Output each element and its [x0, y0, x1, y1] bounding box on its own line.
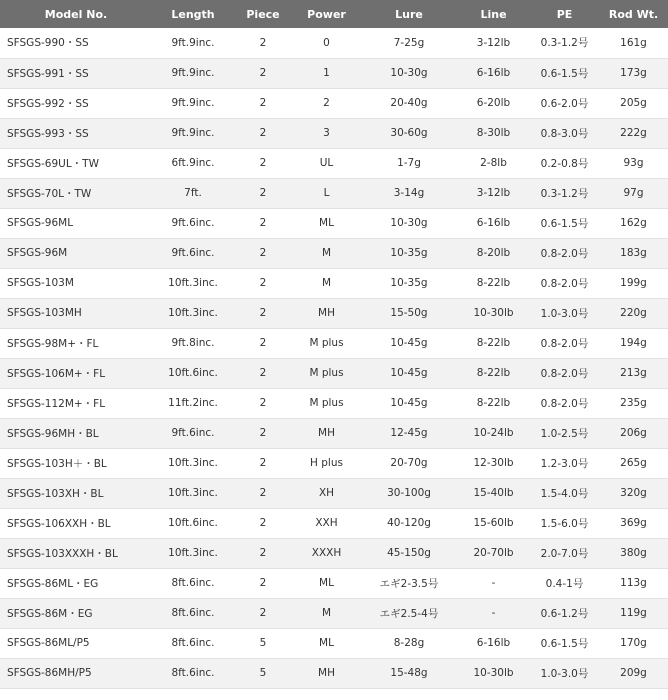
cell-line: 8-20lb	[476, 247, 511, 259]
cell-power: 2	[323, 97, 330, 109]
cell-pe: 1.0-3.0号	[540, 307, 589, 320]
table-row	[0, 628, 668, 658]
cell-line: 6-16lb	[476, 217, 511, 229]
cell-lure: 10-35g	[390, 277, 428, 289]
cell-length: 8ft.6inc.	[171, 637, 215, 649]
cell-length: 7ft.	[184, 187, 202, 199]
cell-pe: 0.8-2.0号	[540, 247, 589, 260]
cell-lure: 30-100g	[387, 487, 431, 499]
cell-model-no: SFSGS-96M	[7, 247, 68, 259]
cell-rod-weight: 173g	[620, 67, 647, 79]
cell-power: L	[323, 187, 330, 199]
cell-line: 6-16lb	[476, 67, 511, 79]
cell-power: M plus	[309, 397, 344, 409]
cell-lure: 15-48g	[390, 667, 428, 679]
cell-power: MH	[318, 307, 335, 319]
cell-piece: 5	[259, 637, 267, 649]
cell-length: 9ft.9inc.	[171, 67, 215, 79]
cell-model-no: SFSGS-70L・TW	[7, 187, 92, 200]
cell-pe: 0.2-0.8号	[540, 157, 589, 170]
cell-pe: 0.8-2.0号	[540, 397, 589, 410]
cell-piece: 2	[259, 517, 267, 529]
table-row	[0, 538, 668, 568]
cell-piece: 2	[259, 247, 267, 259]
cell-lure: 1-7g	[397, 157, 421, 169]
header-line: Line	[480, 7, 507, 21]
cell-length: 8ft.6inc.	[171, 607, 215, 619]
cell-lure: 20-40g	[390, 97, 428, 109]
cell-rod-weight: 113g	[620, 577, 647, 589]
cell-pe: 1.0-2.5号	[540, 427, 589, 440]
table-row	[0, 388, 668, 418]
cell-line: 8-22lb	[476, 367, 511, 379]
cell-pe: 0.8-3.0号	[540, 127, 589, 140]
cell-model-no: SFSGS-86MH/P5	[7, 667, 92, 679]
cell-line: -	[491, 607, 496, 619]
cell-lure: 30-60g	[390, 127, 428, 139]
cell-line: 15-40lb	[473, 487, 514, 499]
table-row	[0, 268, 668, 298]
cell-power: XH	[318, 487, 335, 499]
cell-pe: 0.6-1.5号	[540, 67, 589, 80]
cell-piece: 2	[259, 397, 267, 409]
table-row	[0, 448, 668, 478]
cell-lure: 40-120g	[387, 517, 431, 529]
cell-rod-weight: 222g	[620, 127, 647, 139]
cell-piece: 2	[259, 157, 267, 169]
cell-model-no: SFSGS-96ML	[7, 217, 74, 229]
cell-pe: 1.2-3.0号	[540, 457, 589, 470]
cell-power: M	[321, 607, 332, 619]
cell-piece: 2	[259, 337, 267, 349]
cell-length: 10ft.6inc.	[168, 517, 218, 529]
cell-length: 10ft.6inc.	[168, 367, 218, 379]
header-pe: PE	[556, 7, 573, 21]
cell-power: H plus	[310, 457, 343, 469]
cell-rod-weight: 369g	[620, 517, 647, 529]
cell-lure: 20-70g	[390, 457, 428, 469]
cell-piece: 2	[259, 577, 267, 589]
cell-rod-weight: 220g	[620, 307, 647, 319]
cell-piece: 2	[259, 307, 267, 319]
cell-rod-weight: 162g	[620, 217, 647, 229]
cell-length: 8ft.6inc.	[171, 577, 215, 589]
cell-piece: 2	[259, 367, 267, 379]
header-length: Length	[171, 7, 215, 21]
cell-pe: 0.8-2.0号	[540, 277, 589, 290]
cell-rod-weight: 97g	[623, 187, 644, 199]
cell-length: 10ft.3inc.	[168, 457, 218, 469]
table-row	[0, 298, 668, 328]
cell-model-no: SFSGS-103MH	[7, 307, 82, 319]
cell-rod-weight: 380g	[620, 547, 647, 559]
cell-pe: 0.6-1.2号	[540, 607, 589, 620]
cell-piece: 2	[259, 67, 267, 79]
cell-line: 8-22lb	[476, 277, 511, 289]
cell-length: 8ft.6inc.	[171, 667, 215, 679]
cell-rod-weight: 320g	[620, 487, 647, 499]
cell-line: 15-60lb	[473, 517, 514, 529]
cell-rod-weight: 213g	[620, 367, 647, 379]
cell-lure: 10-45g	[390, 337, 428, 349]
cell-line: 10-30lb	[473, 667, 514, 679]
cell-piece: 2	[259, 547, 267, 559]
cell-lure: 15-50g	[390, 307, 428, 319]
cell-pe: 0.3-1.2号	[540, 187, 589, 200]
cell-line: 6-20lb	[476, 97, 511, 109]
cell-piece: 2	[259, 607, 267, 619]
table-row	[0, 418, 668, 448]
header-power: Power	[307, 7, 346, 21]
cell-power: 3	[323, 127, 330, 139]
cell-line: 6-16lb	[476, 637, 511, 649]
cell-line: 2-8lb	[480, 157, 507, 169]
table-body	[0, 28, 668, 688]
cell-length: 10ft.3inc.	[168, 547, 218, 559]
cell-pe: 0.6-1.5号	[540, 637, 589, 650]
cell-length: 9ft.6inc.	[171, 217, 215, 229]
cell-power: ML	[319, 577, 334, 589]
cell-model-no: SFSGS-103M	[7, 277, 74, 289]
cell-lure: エギ2.5-4号	[379, 607, 439, 620]
cell-rod-weight: 209g	[620, 667, 647, 679]
cell-rod-weight: 265g	[620, 457, 647, 469]
cell-power: MH	[318, 667, 335, 679]
cell-model-no: SFSGS-106XXH・BL	[7, 517, 111, 530]
cell-rod-weight: 170g	[620, 637, 647, 649]
cell-line: 8-22lb	[476, 337, 511, 349]
cell-line: 3-12lb	[476, 36, 511, 49]
cell-rod-weight: 199g	[620, 277, 647, 289]
cell-pe: 0.6-2.0号	[540, 97, 589, 110]
cell-piece: 2	[259, 217, 267, 229]
table-row	[0, 88, 668, 118]
cell-lure: 7-25g	[393, 36, 425, 49]
cell-power: XXH	[315, 517, 338, 529]
cell-lure: 10-30g	[390, 217, 428, 229]
cell-lure: 10-45g	[390, 397, 428, 409]
table-row	[0, 508, 668, 538]
table-row	[0, 568, 668, 598]
cell-model-no: SFSGS-992・SS	[7, 97, 89, 110]
cell-model-no: SFSGS-103H＋・BL	[7, 457, 107, 470]
cell-model-no: SFSGS-990・SS	[7, 37, 89, 50]
cell-model-no: SFSGS-86ML・EG	[7, 577, 99, 590]
cell-power: XXXH	[311, 547, 342, 559]
cell-length: 9ft.9inc.	[171, 127, 215, 139]
cell-piece: 2	[259, 187, 267, 199]
cell-piece: 2	[259, 277, 267, 289]
cell-length: 9ft.9inc.	[171, 36, 215, 49]
cell-power: 0	[323, 36, 330, 49]
cell-length: 6ft.9inc.	[171, 157, 215, 169]
cell-pe: 1.5-6.0号	[540, 517, 589, 530]
cell-line: 10-24lb	[473, 427, 514, 439]
table-row	[0, 28, 668, 58]
table-row	[0, 238, 668, 268]
table-row	[0, 328, 668, 358]
cell-pe: 0.8-2.0号	[540, 337, 589, 350]
cell-rod-weight: 93g	[623, 157, 644, 169]
table-row	[0, 358, 668, 388]
cell-rod-weight: 206g	[620, 427, 647, 439]
cell-power: ML	[319, 637, 334, 649]
cell-model-no: SFSGS-103XXXH・BL	[7, 547, 118, 560]
cell-length: 10ft.3inc.	[168, 307, 218, 319]
cell-power: M	[321, 247, 332, 259]
cell-length: 9ft.8inc.	[171, 337, 215, 349]
cell-pe: 0.8-2.0号	[540, 367, 589, 380]
cell-lure: 45-150g	[387, 547, 431, 559]
table-row	[0, 478, 668, 508]
table-row	[0, 178, 668, 208]
header-piece: Piece	[246, 7, 280, 21]
cell-line: 12-30lb	[473, 457, 514, 469]
cell-lure: 12-45g	[390, 427, 428, 439]
cell-model-no: SFSGS-106M+・FL	[7, 367, 106, 380]
cell-pe: 2.0-7.0号	[540, 547, 589, 560]
cell-line: 10-30lb	[473, 307, 514, 319]
table-row	[0, 658, 668, 688]
cell-model-no: SFSGS-86M・EG	[7, 607, 93, 620]
cell-line: 8-30lb	[476, 127, 511, 139]
header-model-no: Model No.	[44, 7, 108, 21]
cell-line: 3-12lb	[476, 187, 511, 199]
cell-lure: 10-35g	[390, 247, 428, 259]
table-row	[0, 598, 668, 628]
cell-model-no: SFSGS-96MH・BL	[7, 427, 99, 440]
cell-length: 10ft.3inc.	[168, 277, 218, 289]
cell-model-no: SFSGS-98M+・FL	[7, 337, 99, 350]
header-row	[0, 0, 668, 28]
cell-rod-weight: 161g	[620, 36, 647, 49]
cell-lure: エギ2-3.5号	[379, 577, 439, 590]
cell-lure: 10-30g	[390, 67, 428, 79]
cell-power: 1	[323, 67, 330, 79]
cell-power: MH	[318, 427, 335, 439]
cell-model-no: SFSGS-991・SS	[7, 67, 89, 80]
table-row	[0, 58, 668, 88]
cell-power: M plus	[309, 337, 344, 349]
cell-piece: 2	[259, 457, 267, 469]
cell-piece: 5	[259, 667, 267, 679]
header-rod-weight: Rod Wt.	[608, 7, 659, 21]
cell-length: 9ft.6inc.	[171, 427, 215, 439]
cell-power: M plus	[309, 367, 344, 379]
cell-length: 9ft.6inc.	[171, 247, 215, 259]
cell-pe: 0.6-1.5号	[540, 217, 589, 230]
cell-model-no: SFSGS-103XH・BL	[7, 487, 104, 500]
cell-rod-weight: 183g	[620, 247, 647, 259]
table-row	[0, 148, 668, 178]
cell-rod-weight: 119g	[620, 607, 647, 619]
cell-pe: 1.0-3.0号	[540, 667, 589, 680]
cell-length: 9ft.9inc.	[171, 97, 215, 109]
cell-power: M	[321, 277, 332, 289]
cell-lure: 10-45g	[390, 367, 428, 379]
cell-length: 11ft.2inc.	[168, 397, 218, 409]
table-header	[0, 0, 668, 28]
cell-pe: 1.5-4.0号	[540, 487, 589, 500]
cell-piece: 2	[259, 487, 267, 499]
cell-line: -	[491, 577, 496, 589]
cell-power: ML	[319, 217, 334, 229]
cell-rod-weight: 205g	[620, 97, 647, 109]
header-lure: Lure	[395, 7, 423, 21]
cell-length: 10ft.3inc.	[168, 487, 218, 499]
cell-power: UL	[319, 157, 334, 169]
cell-pe: 0.3-1.2号	[540, 37, 589, 50]
table-row	[0, 208, 668, 238]
cell-lure: 8-28g	[393, 637, 425, 649]
cell-model-no: SFSGS-69UL・TW	[7, 157, 99, 170]
cell-piece: 2	[259, 427, 267, 439]
cell-rod-weight: 194g	[620, 337, 647, 349]
cell-model-no: SFSGS-86ML/P5	[7, 637, 90, 649]
cell-line: 20-70lb	[473, 547, 514, 559]
cell-pe: 0.4-1号	[545, 577, 584, 590]
cell-piece: 2	[259, 127, 267, 139]
cell-model-no: SFSGS-112M+・FL	[7, 397, 106, 410]
cell-rod-weight: 235g	[620, 397, 647, 409]
cell-lure: 3-14g	[393, 187, 425, 199]
table-row	[0, 118, 668, 148]
cell-line: 8-22lb	[476, 397, 511, 409]
cell-piece: 2	[259, 97, 267, 109]
cell-piece: 2	[259, 36, 267, 49]
cell-model-no: SFSGS-993・SS	[7, 127, 89, 140]
